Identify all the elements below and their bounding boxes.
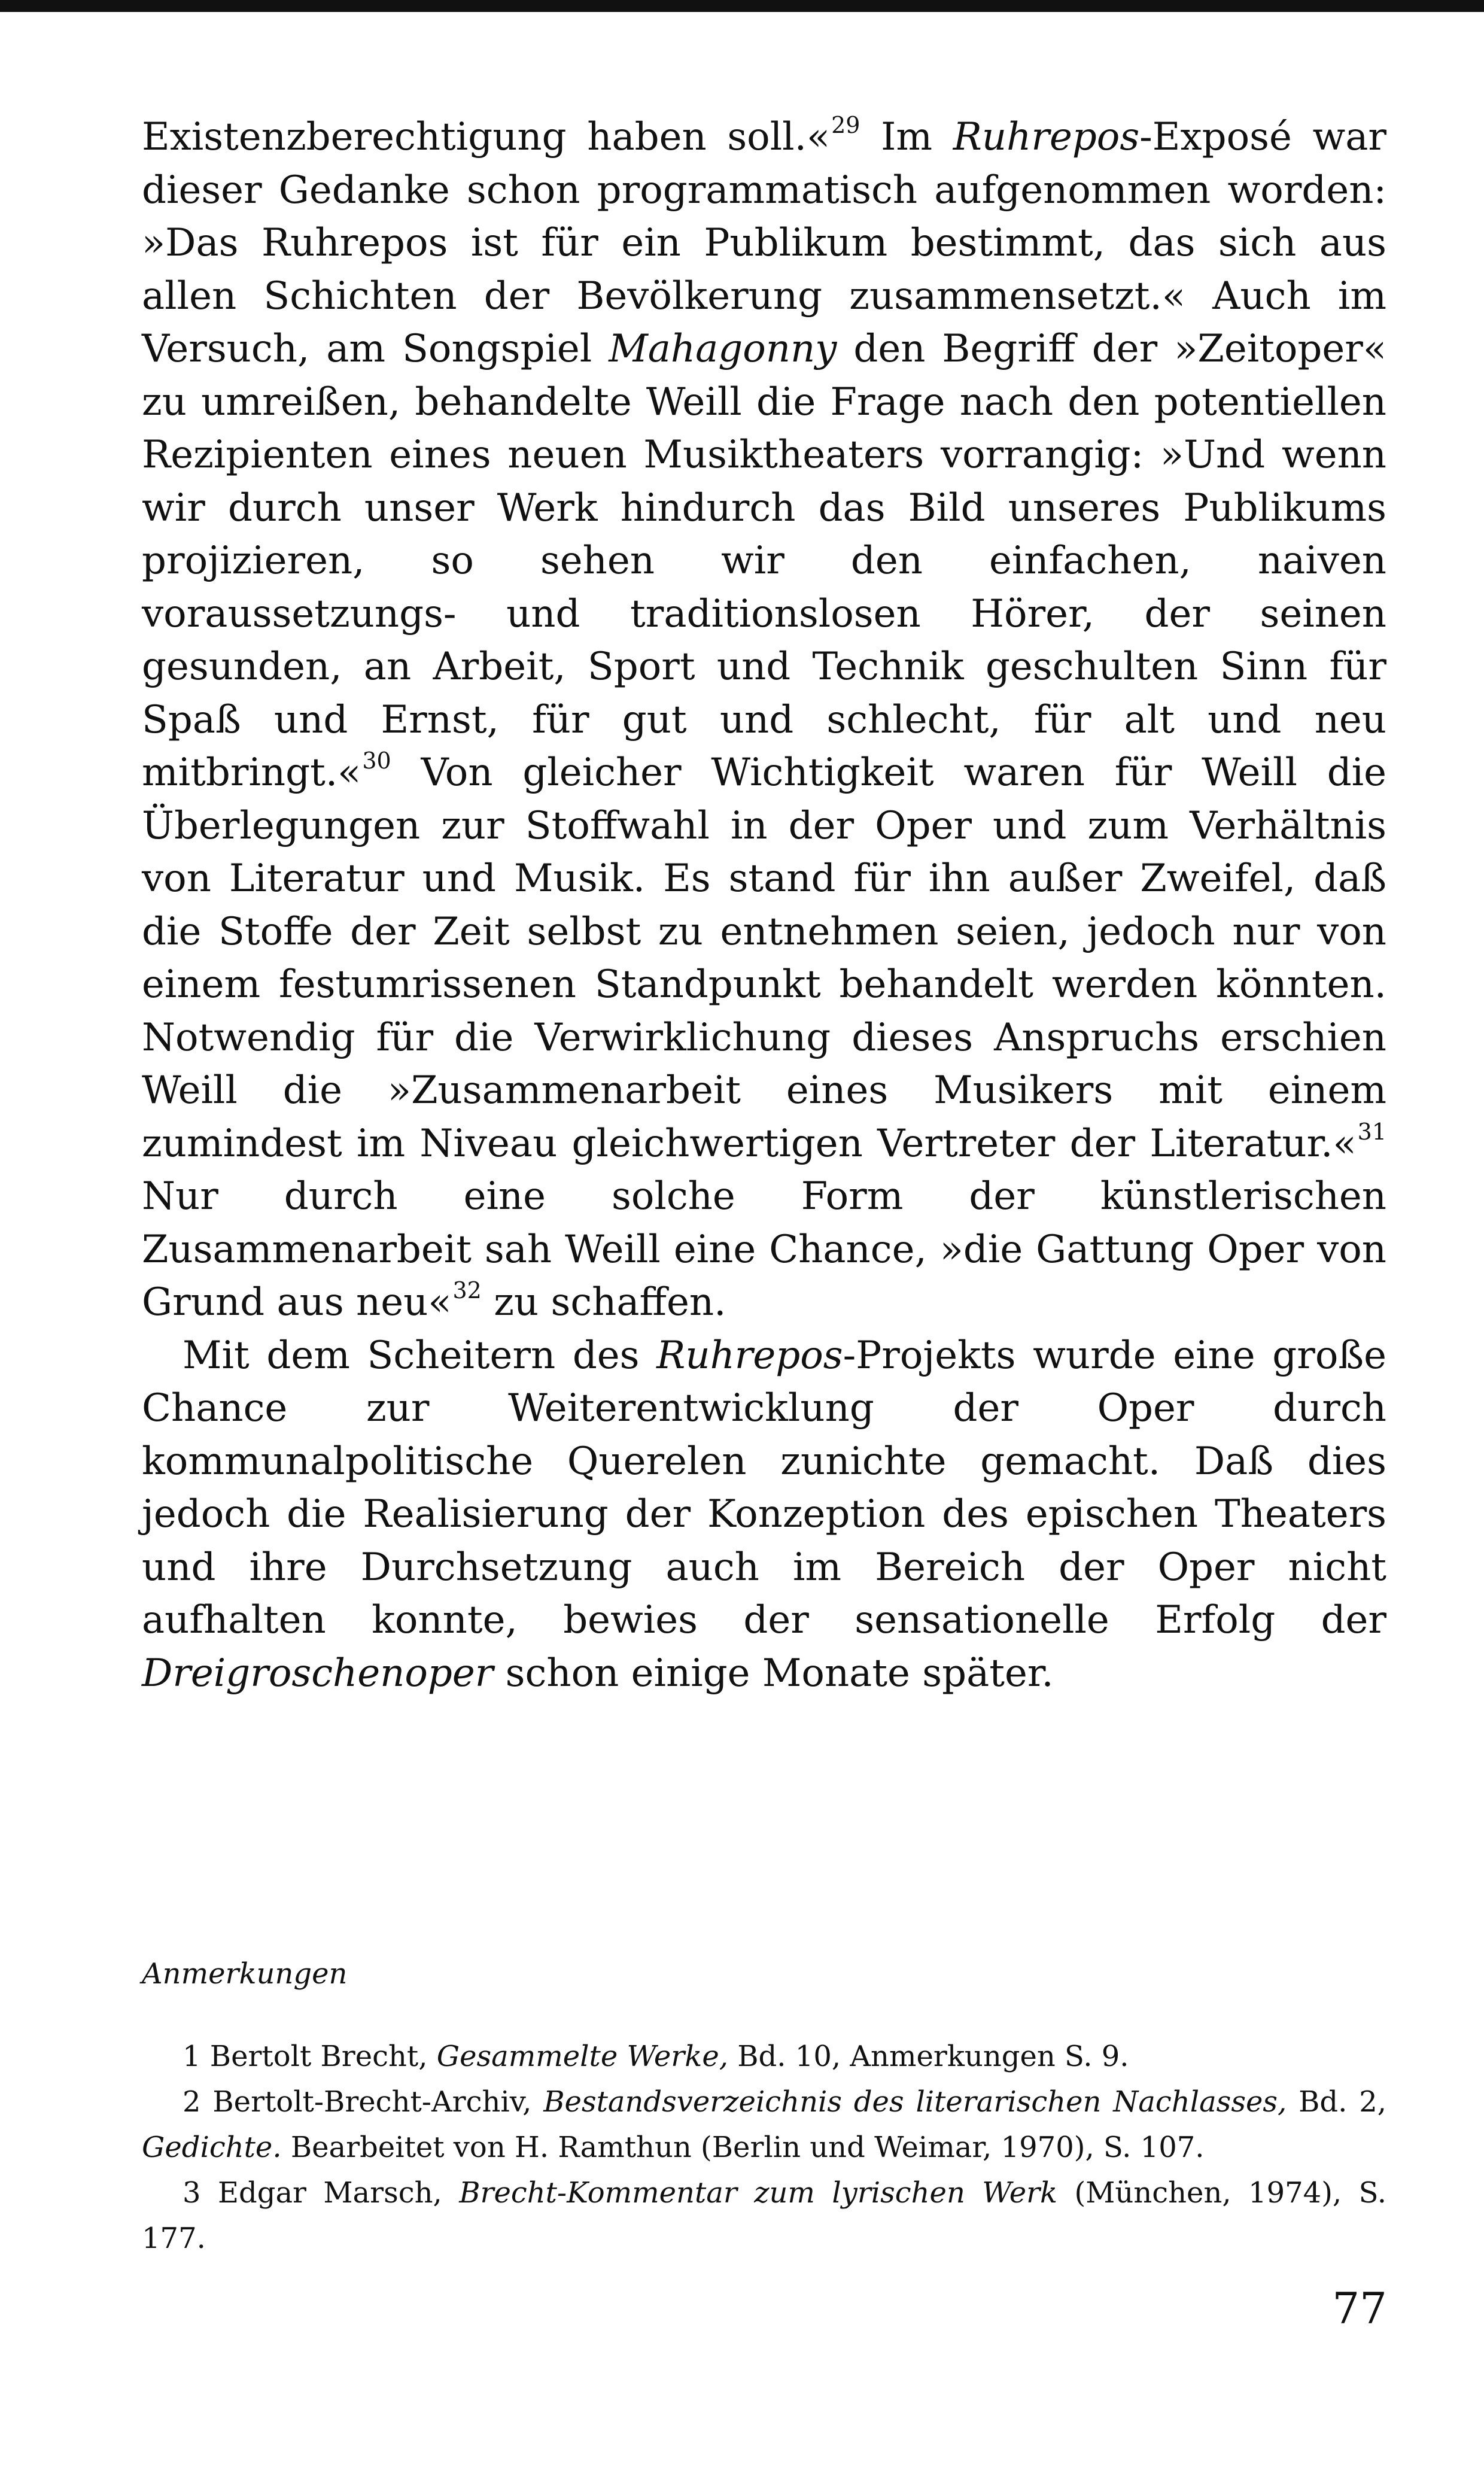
note-text: Bd. 10, Anmerkungen S. 9.	[728, 2040, 1129, 2073]
text-run: zu schaffen.	[481, 1280, 726, 1324]
note-text: 1 Bertolt Brecht,	[183, 2040, 437, 2073]
text-run: -Exposé war dieser Gedanke schon programmatisch aufgenommen worden: »Das Ruhrepos ist für ein Publikum bestimmt, das sich aus allen Schichten der Bevölkerung zusammensetzt.« Auch im Versuch, am Songspiel	[142, 115, 1386, 371]
text-run: -Projekts wurde eine große Chance zur Weiterentwicklung der Oper durch kommunalpolitische Querelen zunichte gemacht. Daß dies jedoch die Realisierung der Konzeption des epischen Theaters und ihre Durchsetzung auch im Bereich der Oper nicht aufhalten konnte, bewies der sensationelle Erfolg der	[142, 1333, 1387, 1642]
footnote-ref-31[interactable]: 31	[1357, 1118, 1386, 1145]
text-run: den Begriff der »Zeitoper« zu umreißen, behandelte Weill die Frage nach den potentiellen Rezipienten eines neuen Musiktheaters vorrangig: »Und wenn wir durch unser Werk hindurch das Bild unseres Publikums projizieren, so sehen wir den einfachen, naiven voraussetzungs- und traditionslosen Hörer, der seinen gesunden, an Arbeit, Sport und Technik geschulten Sinn für Spaß und Ernst, für gut und schlecht, für alt und neu mitbringt.«	[142, 327, 1387, 795]
page-body	[142, 111, 1386, 1700]
text-run: Von gleicher Wichtigkeit waren für Weill die Überlegungen zur Stoffwahl in der Oper und zum Verhältnis von Literatur und Musik. Es stand für ihn außer Zweifel, daß die Stoffe der Zeit selbst zu entnehmen seien, jedoch nur von einem festumrissenen Standpunkt behandelt werden könnten. Notwendig für die Verwirklichung dieses Anspruchs erschien Weill die »Zusammenarbeit eines Musikers mit einem zumindest im Niveau gleichwertigen Vertreter der Literatur.«	[142, 751, 1386, 1166]
note-3	[142, 2170, 1386, 2261]
notes-list	[142, 2034, 1386, 2261]
main-text	[142, 111, 1386, 1700]
note-2	[142, 2079, 1386, 2170]
italic-title: Ruhrepos	[656, 1333, 843, 1378]
page-number: 77	[1332, 2283, 1387, 2334]
footnote-ref-30[interactable]: 30	[362, 748, 391, 774]
note-text: Bd. 2,	[1287, 2085, 1386, 2119]
top-edge-rule	[0, 0, 1484, 12]
note-italic-title: Brecht-Kommentar zum lyrischen Werk	[459, 2176, 1058, 2210]
text-run: Mit dem Scheitern des	[183, 1333, 657, 1378]
footnote-ref-32[interactable]: 32	[452, 1277, 482, 1304]
note-italic-title: Bestandsverzeichnis des literarischen Nachlasses,	[543, 2085, 1287, 2119]
text-run: Im	[860, 115, 953, 159]
text-run: Existenzberechtigung haben soll.«	[142, 115, 831, 159]
note-text: 2 Bertolt-Brecht-Archiv,	[183, 2085, 544, 2119]
note-italic-title: Gedichte.	[142, 2131, 282, 2164]
paragraph-1	[142, 111, 1386, 1329]
note-italic-title: Gesammelte Werke,	[436, 2040, 728, 2073]
footnote-ref-29[interactable]: 29	[831, 112, 860, 138]
italic-title: Dreigroschenoper	[142, 1651, 494, 1696]
paragraph-2	[142, 1329, 1386, 1700]
note-text: (München, 1974), S. 177.	[142, 2176, 1387, 2255]
notes-heading: Anmerkungen	[142, 1957, 348, 1991]
note-1	[142, 2034, 1386, 2079]
text-run: Nur durch eine solche Form der künstlerischen Zusammenarbeit sah Weill eine Chance, »die Gattung Oper von Grund aus neu«	[142, 1174, 1386, 1324]
text-run: schon einige Monate später.	[493, 1651, 1054, 1696]
note-text: Bearbeitet von H. Ramthun (Berlin und Weimar, 1970), S. 107.	[281, 2131, 1205, 2164]
note-text: 3 Edgar Marsch,	[183, 2176, 460, 2210]
italic-title: Ruhrepos	[953, 115, 1140, 159]
italic-title: Mahagonny	[609, 327, 837, 371]
